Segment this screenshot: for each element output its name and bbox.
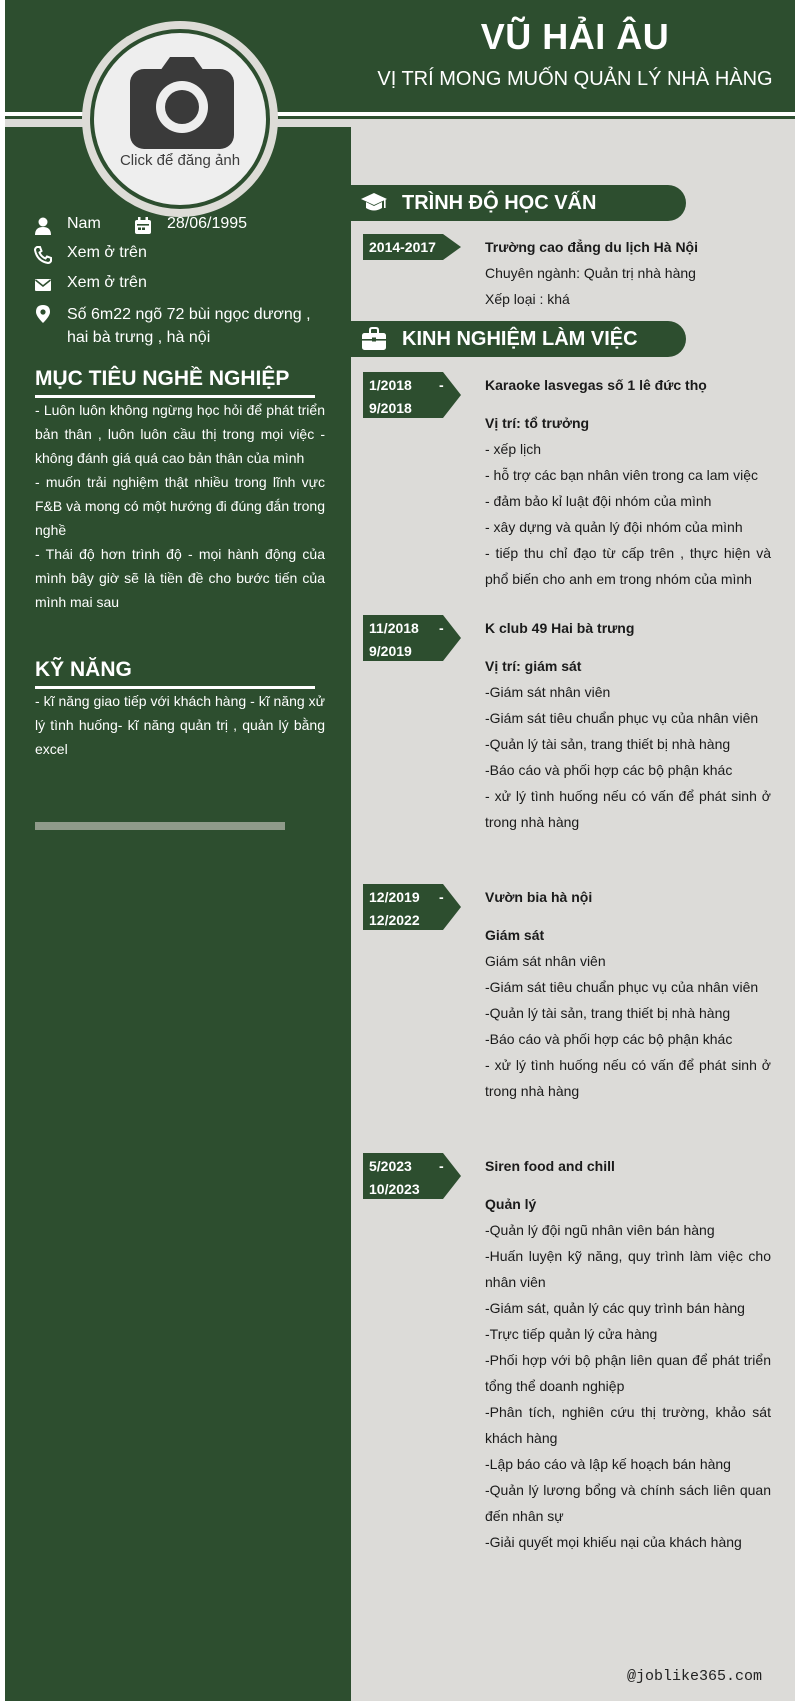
experience-date-range: 12/2019 - 12/2022 bbox=[369, 889, 444, 928]
experience-entry bbox=[485, 372, 771, 592]
birthday-value: 28/06/1995 bbox=[167, 215, 248, 232]
experience-date-range: 11/2018 - 9/2019 bbox=[369, 620, 444, 659]
duty-line: - xử lý tình huống nếu có vấn để phát sinh ở trong nhà hàng bbox=[485, 788, 771, 830]
duty-line: - tiếp thu chỉ đạo từ cấp trên , thực hiện và phổ biến cho anh em trong nhóm của mình bbox=[485, 545, 771, 587]
date-start: 11/2018 bbox=[369, 620, 419, 636]
email-value: Xem ở trên bbox=[67, 274, 147, 291]
objective-line: - Thái độ hơn trình độ - mọi hành động của mình bây giờ sẽ là tiền đề cho bước tiến của mình mai sau bbox=[35, 546, 325, 610]
objective-text bbox=[35, 398, 325, 614]
phone-icon bbox=[33, 245, 53, 265]
job-role: Vị trí: giám sát bbox=[485, 658, 582, 674]
date-start: 12/2019 bbox=[369, 889, 420, 905]
duty-line: -Lập báo cáo và lập kế hoạch bán hàng bbox=[485, 1456, 731, 1472]
company-name: Karaoke lasvegas số 1 lê đức thọ bbox=[485, 377, 707, 393]
date-end: 9/2019 bbox=[369, 643, 412, 659]
education-section-header bbox=[350, 185, 686, 221]
graduation-cap-icon bbox=[360, 189, 388, 217]
camera-icon[interactable] bbox=[130, 57, 234, 149]
duty-line: - hỗ trợ các bạn nhân viên trong ca lam việc bbox=[485, 467, 758, 483]
date-end: 9/2018 bbox=[369, 400, 412, 416]
company-name: Vườn bia hà nội bbox=[485, 889, 593, 905]
objective-line: - Luôn luôn không ngừng học hỏi để phát triển bản thân , luôn luôn cầu thị trong mọi việc - không đánh giá quá cao bản thân của mình bbox=[35, 402, 325, 466]
duty-line: - xếp lịch bbox=[485, 441, 542, 457]
objective-heading: MỤC TIÊU NGHỀ NGHIỆP bbox=[35, 367, 290, 390]
envelope-icon bbox=[33, 275, 53, 295]
duty-line: -Huấn luyện kỹ năng, quy trình làm việc cho nhân viên bbox=[485, 1248, 771, 1290]
duty-line: - xây dựng và quản lý đội nhóm của mình bbox=[485, 519, 743, 535]
photo-upload-caption[interactable]: Click để đăng ảnh bbox=[119, 152, 241, 169]
duty-line: -Giám sát nhân viên bbox=[485, 684, 611, 700]
experience-date-range: 5/2023 - 10/2023 bbox=[369, 1158, 444, 1197]
company-name: Siren food and chill bbox=[485, 1158, 615, 1174]
duty-line: -Quản lý tài sản, trang thiết bị nhà hàng bbox=[485, 736, 731, 752]
job-role: Giám sát bbox=[485, 927, 545, 943]
duty-line: -Giải quyết mọi khiếu nại của khách hàng bbox=[485, 1534, 742, 1550]
phone-value: Xem ở trên bbox=[67, 244, 147, 261]
sidebar bbox=[5, 127, 351, 1701]
experience-entry bbox=[485, 615, 771, 835]
skills-text: - kĩ năng giao tiếp với khách hàng - kĩ năng xử lý tình huống- kĩ năng quản trị , quản lý bằng excel bbox=[35, 693, 325, 757]
calendar-icon bbox=[133, 216, 153, 236]
experience-date-tag bbox=[363, 372, 461, 418]
birthday-row bbox=[133, 215, 247, 236]
gender-row bbox=[33, 215, 101, 236]
candidate-name: VŨ HẢI ÂU bbox=[480, 16, 670, 57]
briefcase-icon bbox=[360, 325, 388, 353]
address-value: Số 6m22 ngõ 72 bùi ngọc dương , hai bà trưng , hà nội bbox=[67, 306, 311, 346]
duty-line: -Giám sát tiêu chuẩn phục vụ của nhân viên bbox=[485, 710, 759, 726]
duty-line: -Phân tích, nghiên cứu thị trường, khảo sát khách hàng bbox=[485, 1404, 771, 1446]
experience-date-tag bbox=[363, 884, 461, 930]
cv-page bbox=[5, 0, 795, 1701]
duty-line: - đảm bảo kỉ luật đội nhóm của mình bbox=[485, 493, 712, 509]
duty-line: Giám sát nhân viên bbox=[485, 953, 606, 969]
education-heading: TRÌNH ĐỘ HỌC VẤN bbox=[402, 191, 597, 214]
education-date-tag bbox=[363, 234, 461, 260]
duty-line: -Báo cáo và phối hợp các bộ phận khác bbox=[485, 1031, 733, 1047]
education-major: Chuyên ngành: Quản trị nhà hàng bbox=[485, 265, 696, 281]
duty-line: -Quản lý đội ngũ nhân viên bán hàng bbox=[485, 1222, 715, 1238]
duty-line: - xử lý tình huống nếu có vấn để phát sinh ở trong nhà hàng bbox=[485, 1057, 771, 1099]
job-role: Vị trí: tổ trưởng bbox=[485, 415, 590, 431]
experience-date-range: 1/2018 - 9/2018 bbox=[369, 377, 444, 416]
duty-line: -Giám sát tiêu chuẩn phục vụ của nhân viên bbox=[485, 979, 759, 995]
date-start: 1/2018 bbox=[369, 377, 412, 393]
experience-entry bbox=[485, 1153, 771, 1555]
education-entry bbox=[485, 234, 771, 312]
duty-line: -Giám sát, quản lý các quy trình bán hàng bbox=[485, 1300, 745, 1316]
school-name: Trường cao đẳng du lịch Hà Nội bbox=[485, 239, 698, 255]
duty-line: -Phối hợp với bộ phận liên quan để phát triển tổng thể doanh nghiệp bbox=[485, 1352, 771, 1394]
gender-value: Nam bbox=[67, 215, 101, 232]
experience-section-header bbox=[350, 321, 686, 357]
job-role: Quản lý bbox=[485, 1196, 537, 1212]
email-row bbox=[33, 274, 147, 295]
user-icon bbox=[33, 216, 53, 236]
skill-level-bar bbox=[35, 822, 285, 830]
duty-line: -Quản lý lương bổng và chính sách liên quan đến nhân sự bbox=[485, 1482, 771, 1524]
objective-line: - muốn trải nghiệm thật nhiều trong lĩnh vực F&B và mong có một hướng đi đúng đắn trong nghề bbox=[35, 474, 325, 538]
experience-entry bbox=[485, 884, 771, 1104]
company-name: K club 49 Hai bà trưng bbox=[485, 620, 635, 636]
education-date: 2014-2017 bbox=[369, 239, 436, 255]
date-end: 12/2022 bbox=[369, 912, 420, 928]
phone-row bbox=[33, 244, 147, 265]
address-row bbox=[33, 303, 323, 349]
date-end: 10/2023 bbox=[369, 1181, 420, 1197]
experience-date-tag bbox=[363, 1153, 461, 1199]
education-rank: Xếp loại : khá bbox=[485, 291, 570, 307]
duty-line: -Báo cáo và phối hợp các bộ phận khác bbox=[485, 762, 733, 778]
desired-position: VỊ TRÍ MONG MUỐN QUẢN LÝ NHÀ HÀNG bbox=[377, 68, 773, 90]
experience-date-tag bbox=[363, 615, 461, 661]
footer-watermark: @joblike365.com bbox=[627, 1668, 763, 1685]
date-start: 5/2023 bbox=[369, 1158, 412, 1174]
location-pin-icon bbox=[33, 304, 53, 324]
duty-line: -Quản lý tài sản, trang thiết bị nhà hàng bbox=[485, 1005, 731, 1021]
experience-heading: KINH NGHIỆM LÀM VIỆC bbox=[402, 327, 638, 350]
skills-heading: KỸ NĂNG bbox=[35, 658, 132, 681]
duty-line: -Trực tiếp quản lý cửa hàng bbox=[485, 1326, 658, 1342]
